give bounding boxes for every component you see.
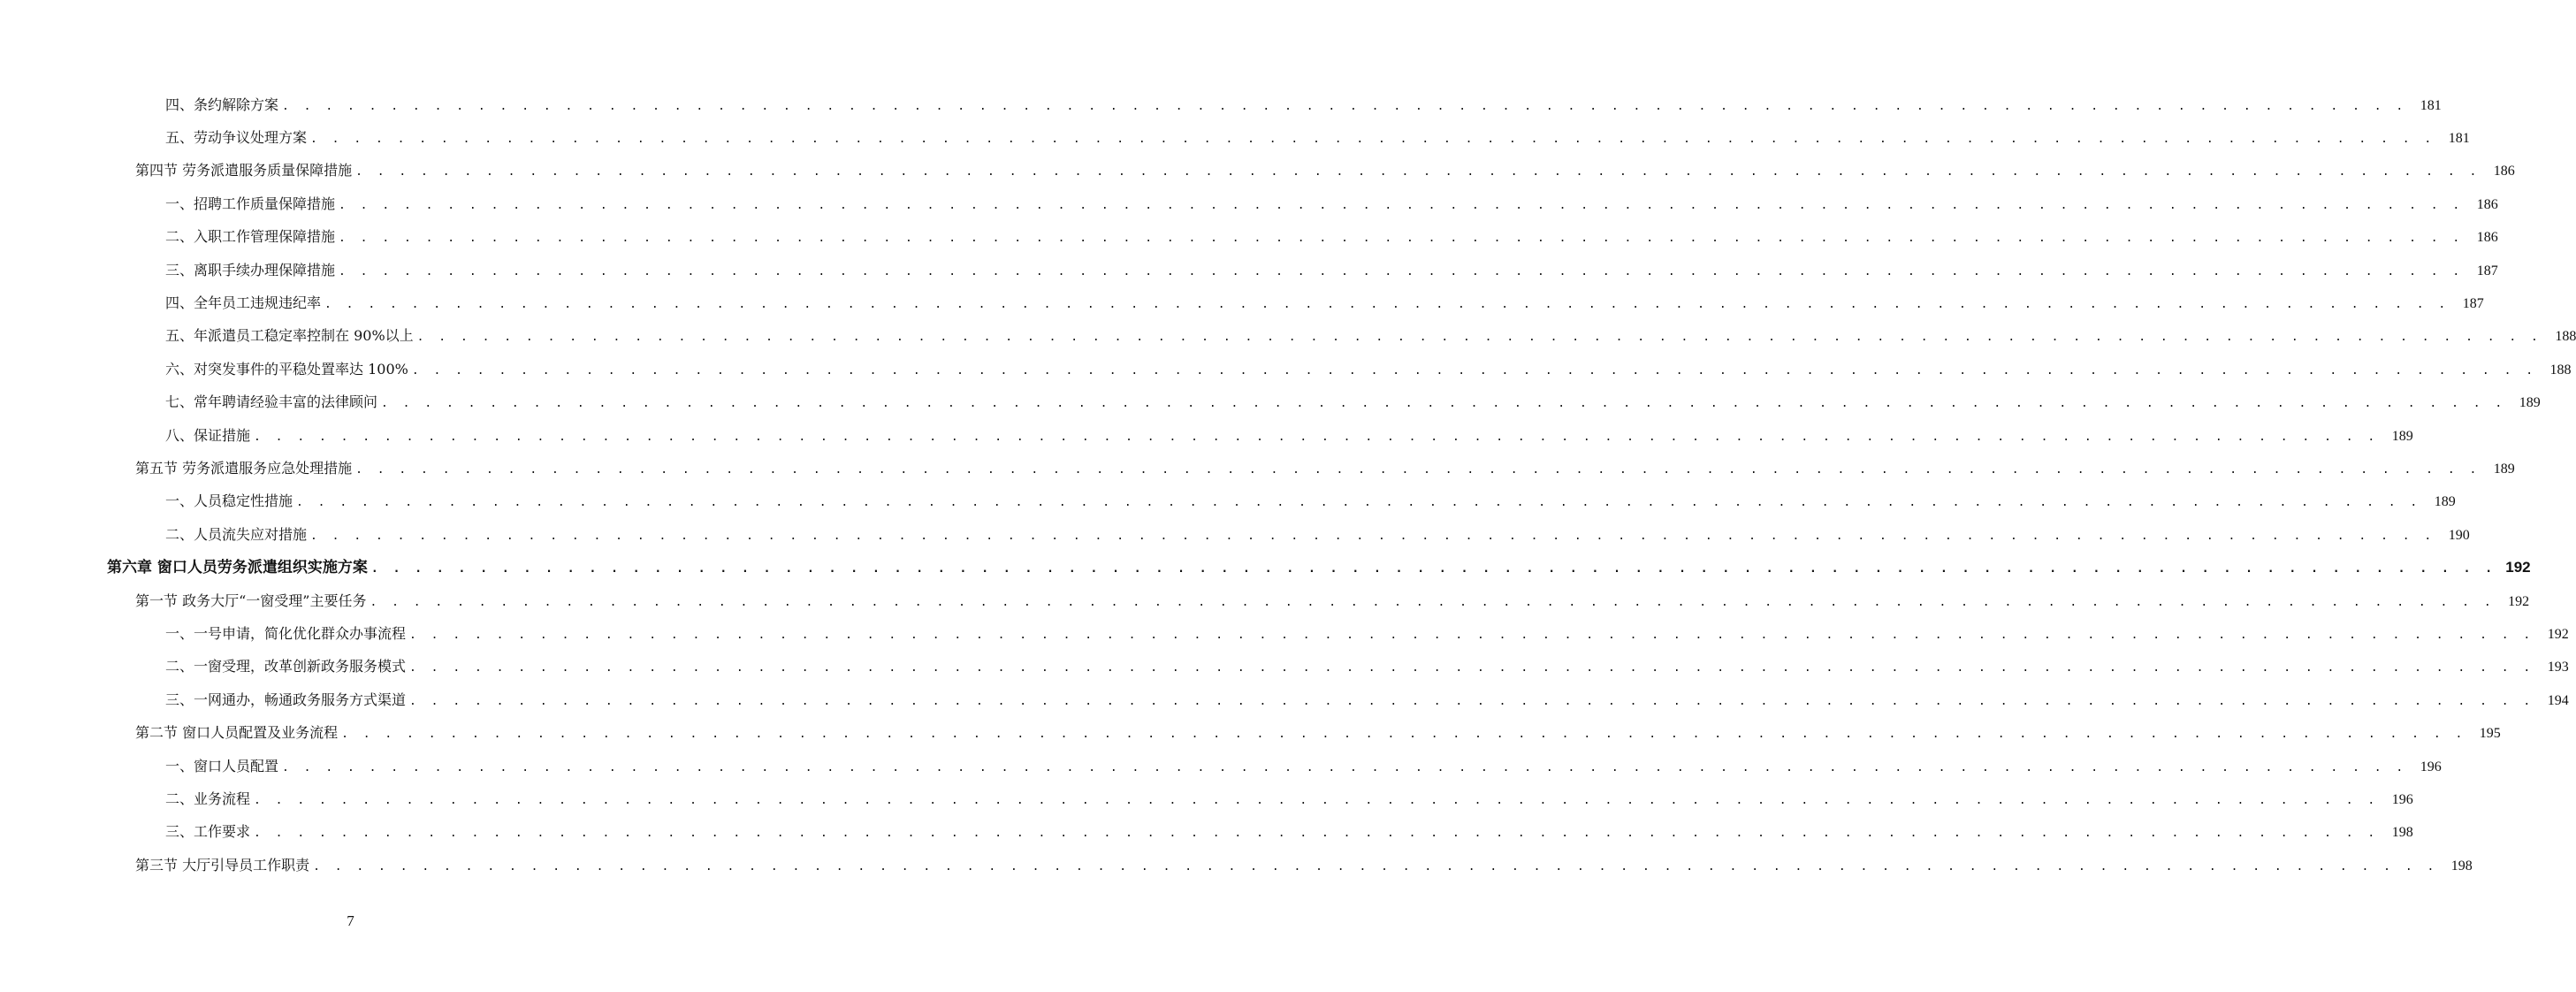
toc-dot-leader	[282, 98, 2407, 116]
toc-entry-page-number: 198	[2391, 825, 2413, 841]
toc-entry-title: 一、一号申请，简化优化群众办事流程	[165, 624, 407, 642]
toc-chapter-entry[interactable]	[0, 552, 2531, 584]
toc-dot-leader	[324, 296, 2450, 314]
toc-entry-page-number: 188	[2555, 329, 2576, 345]
toc-entry-title: 五、年派遣员工稳定率控制在 90%以上	[165, 327, 414, 345]
toc-dot-leader	[313, 858, 2438, 876]
toc-entry-title: 一、窗口人员配置	[165, 757, 279, 775]
toc-entry-page-number: 190	[2448, 527, 2470, 543]
toc-entry-title: 四、条约解除方案	[165, 95, 279, 113]
toc-entry-row	[0, 162, 2515, 181]
toc-subsection-entry[interactable]	[0, 684, 2569, 717]
toc-section-entry[interactable]	[0, 585, 2530, 618]
toc-dot-leader	[339, 197, 2464, 215]
toc-subsection-entry[interactable]	[0, 486, 2456, 519]
toc-dot-leader	[254, 825, 2379, 843]
toc-subsection-entry[interactable]	[0, 222, 2498, 255]
toc-entry-title: 三、离职手续办理保障措施	[165, 261, 336, 279]
toc-entry-page-number: 193	[2547, 660, 2569, 675]
toc-entry-title: 八、保证措施	[165, 426, 251, 444]
toc-entry-title: 第二节 窗口人员配置及业务流程	[135, 724, 339, 742]
toc-entry-row	[0, 492, 2456, 512]
toc-section-entry[interactable]	[0, 850, 2473, 882]
toc-entry-page-number: 181	[2448, 131, 2470, 147]
toc-entry-title: 第四节 劳务派遣服务质量保障措施	[135, 162, 353, 179]
toc-subsection-entry[interactable]	[0, 751, 2442, 783]
toc-entry-row	[0, 459, 2515, 479]
toc-dot-leader	[355, 462, 2481, 479]
toc-entry-title: 三、工作要求	[165, 823, 251, 841]
toc-dot-leader	[381, 395, 2506, 413]
toc-entry-page-number: 188	[2549, 362, 2572, 378]
toc-dot-leader	[341, 726, 2466, 744]
toc-entry-title: 二、业务流程	[165, 790, 251, 807]
toc-subsection-entry[interactable]	[0, 618, 2569, 651]
toc-entry-title: 五、劳动争议处理方案	[165, 129, 308, 147]
toc-entry-title: 二、人员流失应对措施	[165, 525, 308, 543]
table-of-contents	[0, 89, 2576, 882]
toc-entry-row	[0, 691, 2569, 711]
toc-entry-title: 六、对突发事件的平稳处置率达 100%	[165, 360, 408, 378]
toc-entry-row	[0, 724, 2501, 744]
toc-subsection-entry[interactable]	[0, 387, 2541, 420]
toc-entry-row	[0, 294, 2484, 314]
toc-entry-page-number: 195	[2479, 726, 2501, 742]
toc-entry-page-number: 194	[2547, 692, 2569, 708]
toc-entry-title: 第五节 劳务派遣服务应急处理措施	[135, 459, 353, 477]
toc-entry-page-number: 198	[2450, 858, 2473, 874]
toc-dot-leader	[254, 429, 2379, 446]
toc-section-entry[interactable]	[0, 453, 2515, 485]
toc-subsection-entry[interactable]	[0, 354, 2572, 386]
toc-subsection-entry[interactable]	[0, 783, 2413, 816]
toc-entry-title: 七、常年聘请经验丰富的法律顾问	[165, 393, 378, 411]
toc-entry-row	[0, 591, 2530, 612]
toc-dot-leader	[282, 759, 2407, 777]
toc-section-entry[interactable]	[0, 156, 2515, 188]
toc-subsection-entry[interactable]	[0, 519, 2470, 552]
toc-entry-title: 二、入职工作管理保障措施	[165, 228, 336, 246]
toc-entry-page-number: 186	[2493, 164, 2515, 179]
toc-entry-page-number: 192	[2508, 593, 2530, 609]
toc-entry-row	[0, 658, 2569, 677]
toc-dot-leader	[370, 594, 2495, 612]
page-number: 7	[347, 912, 354, 929]
toc-dot-leader	[412, 362, 2537, 380]
toc-dot-leader	[310, 131, 2435, 149]
toc-entry-title: 第三节 大厅引导员工作职责	[135, 856, 310, 874]
toc-subsection-entry[interactable]	[0, 122, 2470, 155]
toc-entry-page-number: 189	[2434, 494, 2456, 510]
toc-entry-row	[0, 624, 2569, 645]
toc-entry-page-number: 192	[2547, 626, 2569, 642]
toc-entry-page-number: 186	[2476, 230, 2498, 246]
toc-entry-row	[0, 790, 2413, 810]
toc-entry-title: 第六章 窗口人员劳务派遣组织实施方案	[107, 559, 368, 577]
toc-subsection-entry[interactable]	[0, 817, 2413, 850]
toc-entry-page-number: 189	[2391, 428, 2413, 444]
toc-entry-page-number: 187	[2462, 296, 2484, 312]
toc-dot-leader	[310, 528, 2435, 546]
toc-subsection-entry[interactable]	[0, 321, 2576, 354]
toc-entry-row	[0, 327, 2576, 347]
toc-dot-leader	[254, 792, 2379, 810]
toc-entry-title: 三、一网通办，畅通政务服务方式渠道	[165, 691, 407, 708]
toc-dot-leader	[339, 230, 2464, 248]
toc-entry-title: 四、全年员工违规违纪率	[165, 294, 322, 312]
toc-entry-row	[0, 525, 2470, 546]
toc-dot-leader	[355, 164, 2481, 181]
toc-entry-row	[0, 360, 2572, 380]
toc-entry-page-number: 187	[2476, 263, 2498, 279]
toc-dot-leader	[371, 561, 2496, 578]
toc-subsection-entry[interactable]	[0, 287, 2484, 320]
toc-subsection-entry[interactable]	[0, 652, 2569, 684]
toc-entry-page-number: 181	[2420, 97, 2442, 113]
toc-entry-row	[0, 856, 2473, 876]
toc-section-entry[interactable]	[0, 717, 2501, 750]
toc-entry-page-number: 189	[2493, 461, 2515, 477]
toc-subsection-entry[interactable]	[0, 255, 2498, 287]
toc-entry-title: 第一节 政务大厅“一窗受理”主要任务	[135, 591, 367, 609]
toc-dot-leader	[417, 329, 2542, 347]
toc-entry-page-number: 192	[2505, 559, 2531, 576]
toc-entry-row	[0, 559, 2531, 578]
toc-entry-row	[0, 426, 2413, 446]
toc-entry-page-number: 196	[2391, 791, 2413, 807]
toc-entry-page-number: 196	[2420, 759, 2442, 775]
toc-dot-leader	[409, 627, 2534, 645]
toc-entry-row	[0, 823, 2413, 843]
toc-subsection-entry[interactable]	[0, 89, 2442, 122]
toc-subsection-entry[interactable]	[0, 420, 2413, 453]
toc-entry-page-number: 186	[2476, 196, 2498, 212]
toc-dot-leader	[339, 263, 2464, 281]
toc-entry-row	[0, 393, 2541, 413]
toc-dot-leader	[296, 494, 2421, 512]
toc-entry-row	[0, 757, 2442, 777]
toc-entry-row	[0, 261, 2498, 281]
toc-entry-page-number: 189	[2519, 395, 2541, 411]
toc-entry-row	[0, 195, 2498, 215]
toc-entry-row	[0, 228, 2498, 248]
toc-dot-leader	[409, 693, 2534, 711]
toc-subsection-entry[interactable]	[0, 188, 2498, 221]
toc-entry-title: 一、招聘工作质量保障措施	[165, 195, 336, 212]
toc-entry-title: 一、人员稳定性措施	[165, 492, 293, 510]
toc-entry-row	[0, 95, 2442, 116]
toc-entry-title: 二、一窗受理，改革创新政务服务模式	[165, 658, 407, 675]
toc-dot-leader	[409, 660, 2534, 677]
toc-entry-row	[0, 129, 2470, 149]
